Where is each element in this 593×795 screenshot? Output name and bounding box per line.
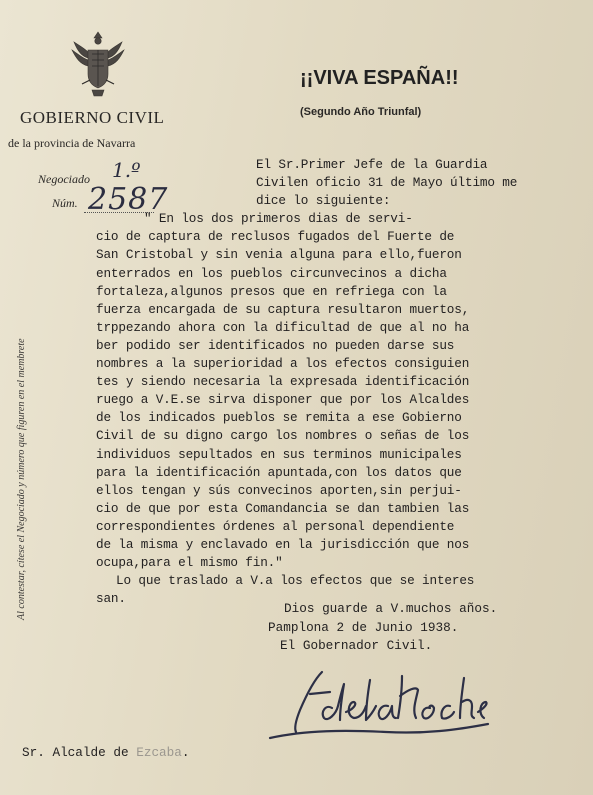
body-line: correspondientes órdenes al personal dependiente bbox=[96, 518, 455, 534]
coat-of-arms-eagle-icon bbox=[70, 28, 126, 98]
body-line: " En los dos primeros dias de servi- bbox=[144, 211, 413, 227]
year-line: (Segundo Año Triunfal) bbox=[300, 106, 422, 118]
closing-block bbox=[268, 600, 497, 656]
body-line: cio de captura de reclusos fugados del Fuerte de bbox=[96, 229, 455, 245]
closing-salutation: Dios guarde a V.muchos años. bbox=[284, 601, 498, 616]
addressee-prefix: Sr. Alcalde de bbox=[22, 745, 129, 760]
body-line: individuos sepultados en sus terminos municipales bbox=[96, 446, 462, 462]
body-line: San Cristobal y sin venia alguna para ello,fueron bbox=[96, 247, 462, 263]
body-line: cio de que por esta Comandancia se dan tambien las bbox=[96, 500, 470, 516]
body-line: El Sr.Primer Jefe de la Guardia bbox=[256, 157, 488, 172]
body-line: Lo que traslado a V.a los efectos que se interes bbox=[116, 573, 475, 589]
body-line: trppezando ahora con la dificultad de que al no ha bbox=[96, 319, 470, 335]
closing-place-date: Pamplona 2 de Junio 1938. bbox=[268, 619, 459, 635]
body-line: de los indicados pueblos se remita a ese Gobierno bbox=[96, 410, 462, 426]
body-line: ellos tengan y sús convecinos aporten,sin perjui- bbox=[96, 482, 462, 498]
body-line: fuerza encargada de su captura resultaron muertos, bbox=[96, 301, 470, 317]
addressee-suffix: . bbox=[181, 745, 190, 760]
margin-note: Al contestar, cítese el Negociado y número que figuren en el membrete bbox=[16, 338, 27, 620]
body-line: dice lo siguiente: bbox=[256, 193, 391, 209]
body-line: nombres a la superioridad a los efectos consiguien bbox=[96, 356, 470, 372]
negociado-value: 1.º bbox=[112, 158, 141, 182]
body-line: fortaleza,algunos presos que en refriega con la bbox=[96, 283, 447, 299]
body-line: ber podido ser identificados no pueden darse sus bbox=[96, 337, 455, 353]
body-line: Civil de su digno cargo los nombres o señas de los bbox=[96, 428, 470, 444]
body-line: para la identificación apuntada,con los datos que bbox=[96, 464, 462, 480]
body-line: ocupa,para el mismo fin." bbox=[96, 555, 283, 571]
number-value: 2587 bbox=[88, 182, 169, 217]
addressee-town: Ezcaba bbox=[136, 745, 182, 760]
body-line: tes y siendo necesaria la expresada identificación bbox=[96, 374, 470, 390]
letter-body bbox=[96, 156, 590, 608]
body-lines bbox=[96, 156, 590, 608]
motto: ¡¡VIVA ESPAÑA!! bbox=[300, 67, 459, 89]
addressee-line bbox=[22, 745, 190, 760]
body-line: ruego a V.E.se sirva disponer que por los Alcaldes bbox=[96, 392, 470, 408]
body-line: enterrados en los pueblos circunvecinos a dicha bbox=[96, 265, 447, 281]
body-line: san. bbox=[96, 591, 126, 607]
letterhead-title: GOBIERNO CIVIL bbox=[20, 108, 165, 127]
body-line: Civilen oficio 31 de Mayo último me bbox=[256, 175, 518, 191]
letterhead-subtitle: de la provincia de Navarra bbox=[8, 136, 136, 150]
handwritten-signature bbox=[266, 660, 492, 752]
number-label: Núm. bbox=[52, 196, 78, 210]
negociado-label: Negociado bbox=[38, 172, 90, 186]
closing-signer: El Gobernador Civil. bbox=[280, 638, 433, 654]
body-line: de la misma y enclavado en la jurisdicción que nos bbox=[96, 536, 470, 552]
